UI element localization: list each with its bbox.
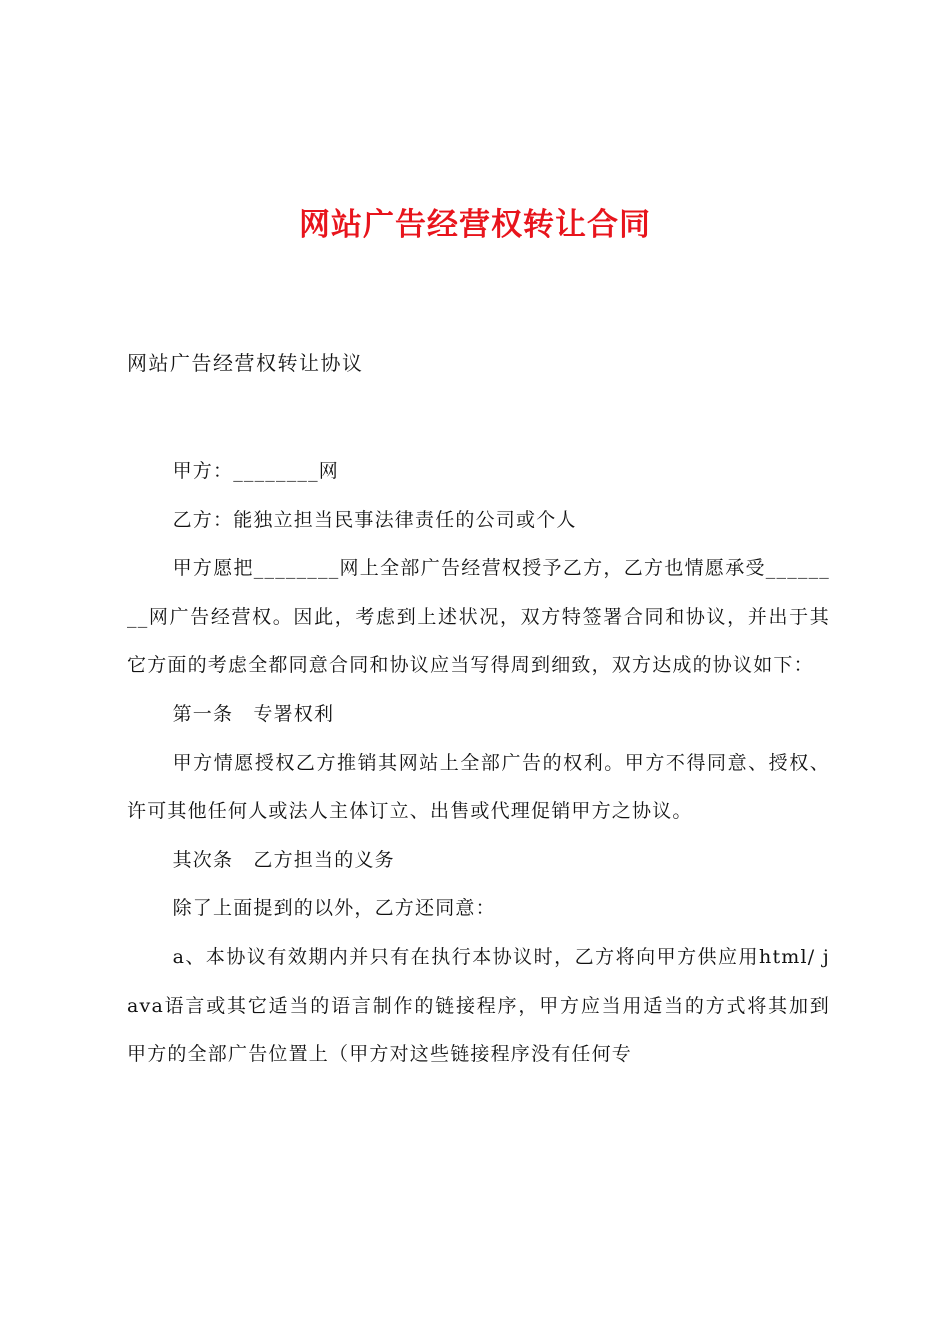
article-1-heading: 第一条 专署权利 [172, 702, 335, 725]
preamble-paragraph: 甲方愿把________网上全部广告经营权授予乙方，乙方也情愿承受________网广告经营权。因此，考虑到上述状况，双方特签署合同和协议，并出于其它方面的考虑全都同意合同和协议应当写得周到细致，双方达成的协议如下： [127, 557, 830, 677]
party-a-line: 甲方：________网 [172, 460, 339, 482]
party-b-line: 乙方：能独立担当民事法律责任的公司或个人 [172, 508, 577, 531]
article-2-intro: 除了上面提到的以外，乙方还同意： [172, 897, 496, 920]
document-body [127, 447, 830, 1079]
document-subtitle: 网站广告经营权转让协议 [127, 351, 364, 375]
article-1-paragraph: 甲方情愿授权乙方推销其网站上全部广告的权利。甲方不得同意、授权、许可其他任何人或法人主体订立、出售或代理促销甲方之协议。 [127, 751, 830, 823]
document-title: 网站广告经营权转让合同 [299, 207, 651, 243]
article-2-item-a: a、本协议有效期内并只有在执行本协议时，乙方将向甲方供应用html/ java语言或其它适当的语言制作的链接程序，甲方应当用适当的方式将其加到甲方的全部广告位置上（甲方对这些链接程序没有任何专 [127, 945, 830, 1066]
article-2-heading: 其次条 乙方担当的义务 [172, 848, 395, 871]
